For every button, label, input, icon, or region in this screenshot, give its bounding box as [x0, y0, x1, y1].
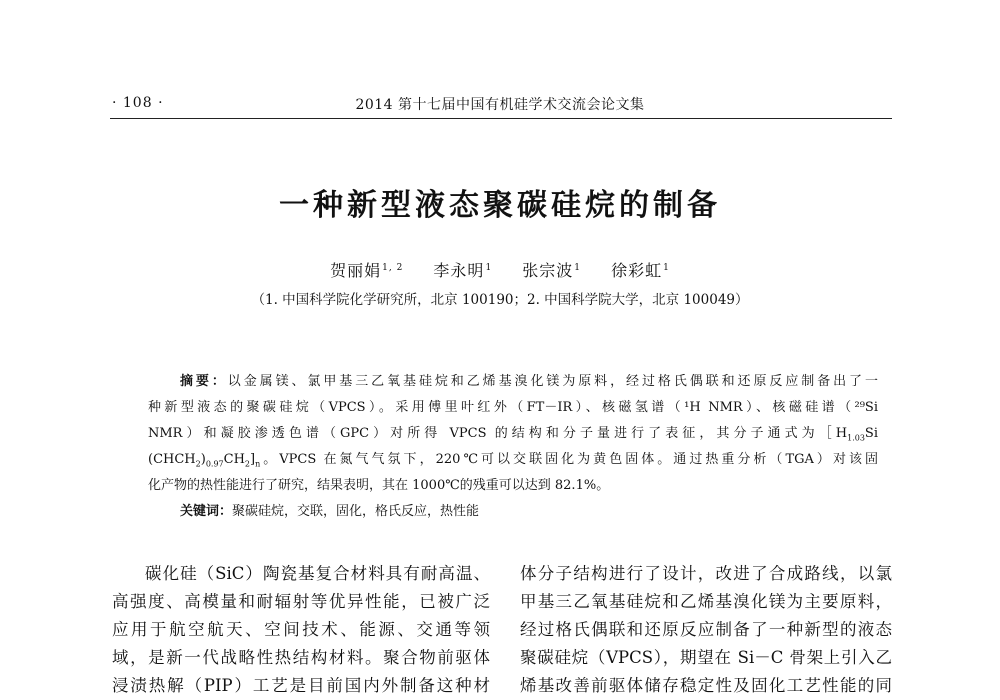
body-line: 经过格氏偶联和还原反应制备了一种新型的液态: [520, 620, 892, 639]
body-line: 高强度、高模量和耐辐射等优异性能，已被广泛: [112, 592, 490, 611]
body-line: 碳化硅（SiC）陶瓷基复合材料具有耐高温、: [145, 564, 490, 583]
body-line: 烯基改善前驱体储存稳定性及固化工艺性能的同: [520, 676, 892, 695]
abstract-line: 摘要：以金属镁、氯甲基三乙氧基硅烷和乙烯基溴化镁为原料，经过格氏偶联和还原反应制备出了一: [180, 374, 878, 389]
author: 徐彩虹$^1$: [611, 261, 670, 280]
abstract-line: $(CHCH_2)_{0.97}CH_2]_n$。VPCS 在氮气气氛下，220℃可以交联固化为黄色固体。通过热重分析（TGA）对该固: [148, 452, 878, 469]
paper-title: 一种新型液态聚碳硅烷的制备: [279, 188, 721, 223]
body-column-right: [520, 560, 892, 700]
abstract-line: 化产物的热性能进行了研究，结果表明，其在 1000℃的残重可以达到 82.1%。: [148, 478, 610, 493]
body-line: 浸渍热解（PIP）工艺是目前国内外制备这种材: [112, 676, 490, 695]
body-line: 应用于航空航天、空间技术、能源、交通等领: [112, 620, 490, 639]
author: 贺丽娟$^{1, 2}$: [330, 261, 404, 280]
abstract-line: NMR）和凝胶渗透色谱（GPC）对所得 VPCS 的结构和分子量进行了表征，其分子通式为$[H_{1.03}Si$: [148, 426, 878, 443]
body-line: 聚碳硅烷（VPCS），期望在 Si－C 骨架上引入乙: [520, 648, 892, 667]
body-column-left: [112, 560, 490, 700]
body-line: 体分子结构进行了设计，改进了合成路线，以氯: [520, 564, 892, 583]
affiliations: （1. 中国科学院化学研究所，北京 100190；2. 中国科学院大学，北京 100049）: [251, 292, 749, 308]
abstract-line: 种新型液态的聚碳硅烷（VPCS）。采用傅里叶红外（FT－IR）、核磁氢谱（¹H NMR）、核磁硅谱（²⁹Si: [148, 400, 878, 415]
body-line: 甲基三乙氧基硅烷和乙烯基溴化镁为主要原料，: [520, 592, 892, 611]
abstract-label: 摘要：: [180, 374, 228, 389]
header-rule: [110, 118, 892, 119]
author-list: [0, 258, 1000, 281]
running-title: 2014 第十七届中国有机硅学术交流会论文集: [355, 97, 645, 113]
author: 李永明$^1$: [433, 261, 493, 280]
body-line: 域，是新一代战略性热结构材料。聚合物前驱体: [112, 648, 490, 667]
author: 张宗波$^1$: [522, 261, 582, 280]
keywords: 关键词：聚碳硅烷，交联，固化，格氏反应，热性能: [180, 504, 480, 519]
keywords-label: 关键词：: [180, 504, 233, 519]
page-number: · 108 ·: [112, 95, 164, 111]
